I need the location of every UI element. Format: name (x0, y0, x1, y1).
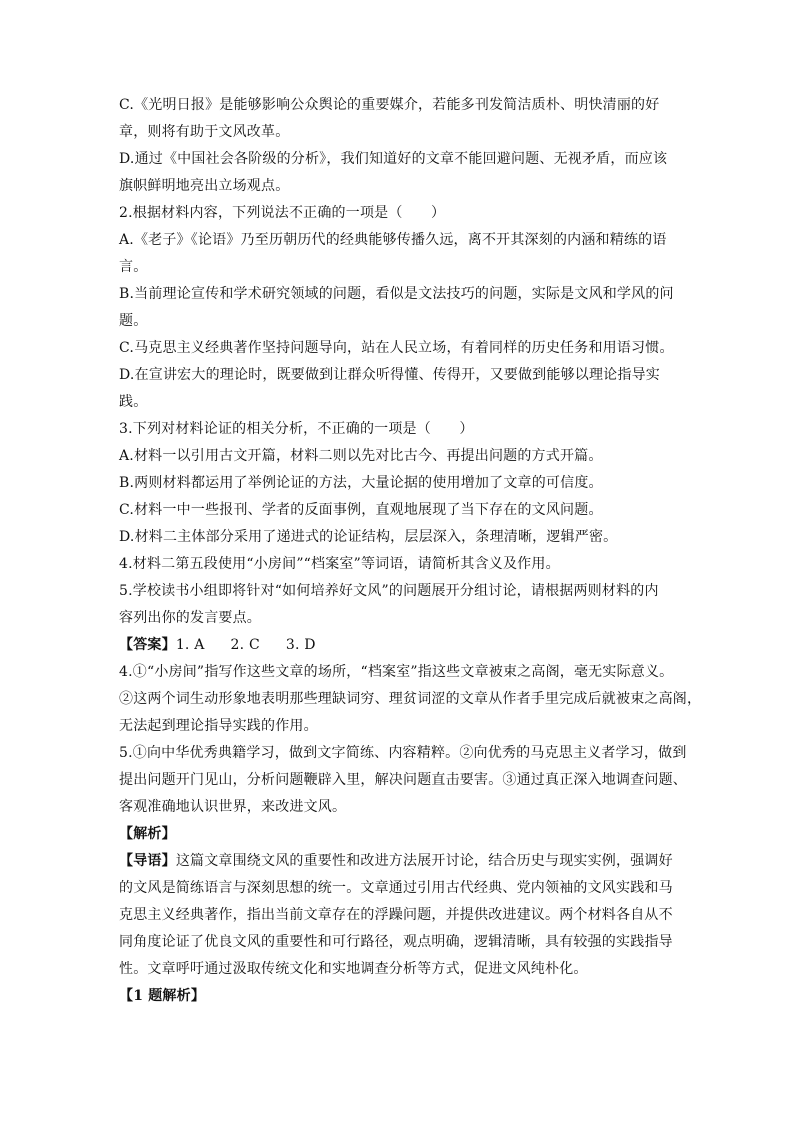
answer-3: 3. D (285, 637, 316, 653)
q2-option-b-line-1: B.当前理论宣传和学术研究领域的问题，看似是文法技巧的问题，实际是文风和学风的问 (119, 286, 674, 302)
guide-line-3: 克思主义经典著作，指出当前文章存在的浮躁问题，并提供改进建议。两个材料各自从不 (119, 907, 673, 923)
q3-option-c: C.材料一中一些报刊、学者的反面事例，直观地展现了当下存在的文风问题。 (119, 502, 603, 518)
question-5-line-1: 5.学校读书小组即将针对“如何培养好文风”的问题展开分组讨论，请根据两则材料的内 (119, 583, 659, 599)
q3-option-b: B.两则材料都运用了举例论证的方法，大量论据的使用增加了文章的可信度。 (119, 475, 603, 491)
q2-option-d-line-1: D.在宣讲宏大的理论时，既要做到让群众听得懂、传得开，又要做到能够以理论指导实 (119, 367, 660, 383)
question-3: 3.下列对材料论证的相关分析，不正确的一项是（ ） (119, 421, 474, 437)
answer-5-line-1: 5.①向中华优秀典籍学习，做到文字简练、内容精粹。②向优秀的马克思主义者学习，做到 (119, 745, 687, 761)
guide-line-1 (119, 851, 673, 871)
q2-option-a-line-2: 言。 (119, 259, 148, 275)
q3-option-a: A.材料一以引用古文开篇，材料二则以先对比古今、再提出问题的方式开篇。 (119, 448, 603, 464)
answer-2: 2. C (230, 637, 260, 653)
q2-option-a-line-1: A.《老子》《论语》乃至历朝历代的经典能够传播久远，离不开其深刻的内涵和精练的语 (119, 232, 667, 248)
answer-label: 【答案】 (119, 637, 176, 653)
question-4: 4.材料二第五段使用“小房间”“档案室”等词语，请简析其含义及作用。 (119, 556, 560, 572)
question-2: 2.根据材料内容，下列说法不正确的一项是（ ） (119, 205, 446, 221)
analysis-label: 【解析】 (119, 826, 176, 842)
answer-4-line-1: 4.①“小房间”指写作这些文章的场所，“档案室”指这些文章被束之高阁，毫无实际意义。 (119, 664, 674, 680)
option-c-line-1: C.《光明日报》是能够影响公众舆论的重要媒介，若能多刊发简洁质朴、明快清丽的好 (119, 97, 660, 113)
question-5-line-2: 容列出你的发言要点。 (119, 610, 261, 626)
answer-1: 1. A (175, 637, 205, 653)
q2-option-c: C.马克思主义经典著作坚持问题导向，站在人民立场，有着同样的历史任务和用语习惯。 (119, 340, 674, 356)
option-d-line-2: 旗帜鲜明地亮出立场观点。 (119, 178, 290, 194)
answer-line (119, 635, 316, 655)
question-1-analysis-label: 【1 题解析】 (119, 988, 206, 1004)
guide-label: 【导语】 (119, 853, 176, 869)
answer-4-line-3: 无法起到理论指导实践的作用。 (119, 718, 318, 734)
guide-text-1: 这篇文章围绕文风的重要性和改进方法展开讨论，结合历史与现实实例，强调好 (175, 853, 673, 869)
q2-option-d-line-2: 践。 (119, 394, 148, 410)
option-c-line-2: 章，则将有助于文风改革。 (119, 124, 290, 140)
guide-line-2: 的文风是简练语言与深刻思想的统一。文章通过引用古代经典、党内领袖的文风实践和马 (119, 880, 673, 896)
q3-option-d: D.材料二主体部分采用了递进式的论证结构，层层深入，条理清晰，逻辑严密。 (119, 529, 618, 545)
option-d-line-1: D.通过《中国社会各阶级的分析》，我们知道好的文章不能回避问题、无视矛盾，而应该 (119, 151, 668, 167)
answer-4-line-2: ②这两个词生动形象地表明那些理缺词穷、理贫词涩的文章从作者手里完成后就被束之高阁， (119, 691, 702, 707)
guide-line-4: 同角度论证了优良文风的重要性和可行路径，观点明确，逻辑清晰，具有较强的实践指导 (119, 934, 673, 950)
guide-line-5: 性。文章呼吁通过汲取传统文化和实地调查分析等方式，促进文风纯朴化。 (119, 961, 588, 977)
q2-option-b-line-2: 题。 (119, 313, 148, 329)
answer-5-line-3: 客观准确地认识世界，来改进文风。 (119, 799, 347, 815)
answer-5-line-2: 提出问题开门见山，分析问题鞭辟入里，解决问题直击要害。③通过真正深入地调查问题、 (119, 772, 687, 788)
